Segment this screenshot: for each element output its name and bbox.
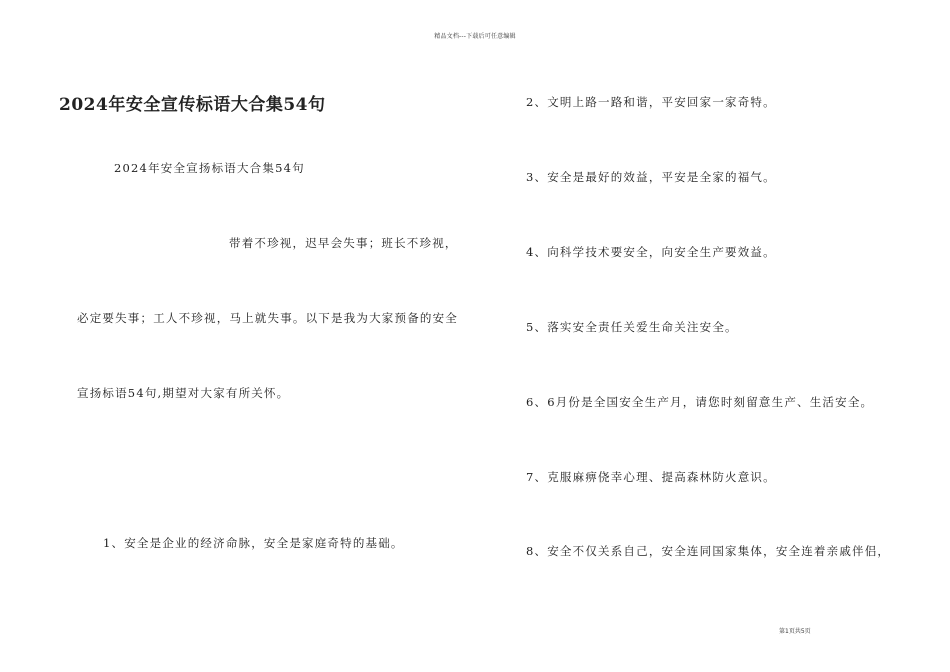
slogan-item-4: 4、向科学技术要安全，向安全生产要效益。 — [526, 245, 776, 259]
intro-line-2: 必定要失事；工人不珍视，马上就失事。以下是我为大家预备的安全 — [77, 311, 458, 325]
slogan-item-5: 5、落实安全责任关爱生命关注安全。 — [526, 320, 738, 334]
slogan-item-6: 6、6月份是全国安全生产月，请您时刻留意生产、生活安全。 — [526, 395, 874, 409]
intro-line-3: 宣扬标语54句,期望对大家有所关怀。 — [77, 386, 290, 400]
document-subtitle: 2024年安全宣扬标语大合集54句 — [114, 161, 305, 175]
page-title: 2024年安全宣传标语大合集54句 — [59, 95, 326, 115]
intro-line-1: 带着不珍视，迟早会失事；班长不珍视， — [229, 236, 458, 250]
slogan-item-2: 2、文明上路一路和谐，平安回家一家奇特。 — [526, 95, 776, 109]
page-number: 第1页共5页 — [779, 628, 811, 635]
slogan-item-8: 8、安全不仅关系自己，安全连同国家集体，安全连着亲戚伴侣， — [526, 544, 891, 558]
slogan-item-1: 1、安全是企业的经济命脉，安全是家庭奇特的基础。 — [103, 536, 404, 550]
header-note: 精品文档---下载后可任意编辑 — [434, 33, 516, 40]
slogan-item-3: 3、安全是最好的效益，平安是全家的福气。 — [526, 170, 776, 184]
slogan-item-7: 7、克服麻痹侥幸心理、提高森林防火意识。 — [526, 470, 776, 484]
